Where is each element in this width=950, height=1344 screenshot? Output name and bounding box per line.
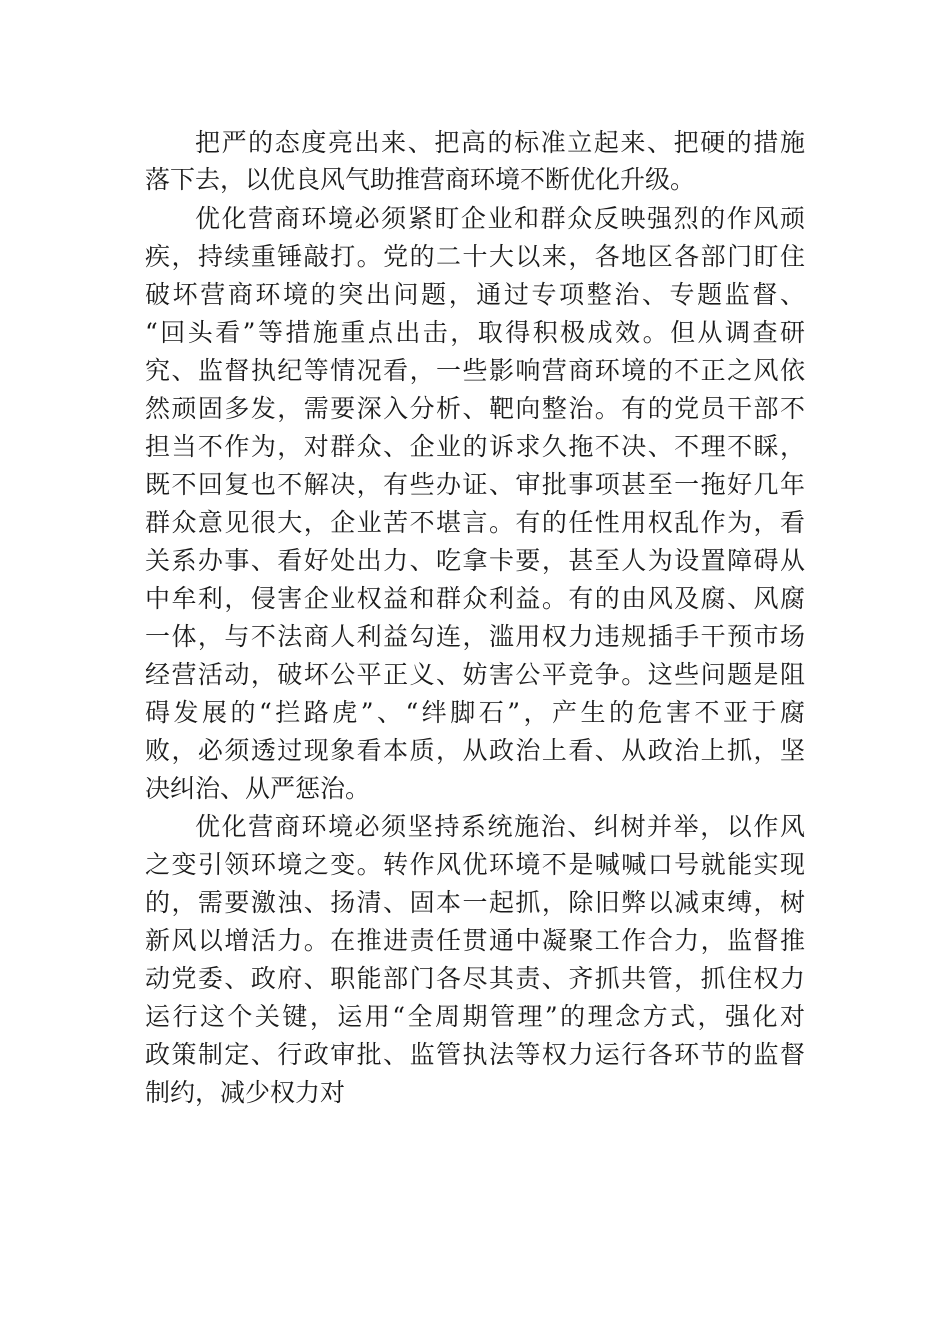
text-line: 群众意见很大，企业苦不堪言。有的任性用权乱作为，看 [145,508,805,537]
text-line: 制约，减少权力对 [145,1078,346,1107]
text-line: 把严的态度亮出来、把高的标准立起来、把硬的措施 [195,128,805,157]
text-line: “回头看”等措施重点出击，取得积极成效。但从调查研 [145,318,805,347]
text-line: 破坏营商环境的突出问题，通过专项整治、专题监督、 [145,280,805,309]
text-line: 然顽固多发，需要深入分析、靶向整治。有的党员干部不 [145,394,805,423]
text-line: 碍发展的“拦路虎”、“绊脚石”，产生的危害不亚于腐 [145,698,805,727]
text-line: 动党委、政府、职能部门各尽其责、齐抓共管，抓住权力 [145,964,805,993]
text-line: 落下去，以优良风气助推营商环境不断优化升级。 [145,165,696,194]
text-line: 决纠治、从严惩治。 [145,774,371,803]
text-line: 败，必须透过现象看本质，从政治上看、从政治上抓，坚 [145,736,805,765]
text-line: 经营活动，破坏公平正义、妨害公平竞争。这些问题是阻 [145,660,805,689]
text-line: 优化营商环境必须紧盯企业和群众反映强烈的作风顽 [195,204,805,233]
text-line: 中牟利，侵害企业权益和群众利益。有的由风及腐、风腐 [145,584,805,613]
text-line: 疾，持续重锤敲打。党的二十大以来，各地区各部门盯住 [145,242,805,271]
text-line: 运行这个关键，运用“全周期管理”的理念方式，强化对 [145,1002,805,1031]
text-line: 优化营商环境必须坚持系统施治、纠树并举，以作风 [195,812,805,841]
text-line: 究、监督执纪等情况看，一些影响营商环境的不正之风依 [145,356,805,385]
text-line: 一体，与不法商人利益勾连，滥用权力违规插手干预市场 [145,622,805,651]
text-line: 既不回复也不解决，有些办证、审批事项甚至一拖好几年 [145,470,805,499]
text-line: 的，需要激浊、扬清、固本一起抓，除旧弊以减束缚，树 [145,888,805,917]
text-line: 之变引领环境之变。转作风优环境不是喊喊口号就能实现 [145,850,805,879]
text-line: 担当不作为，对群众、企业的诉求久拖不决、不理不睬， [145,432,805,461]
text-line: 关系办事、看好处出力、吃拿卡要，甚至人为设置障碍从 [145,546,805,575]
text-line: 新风以增活力。在推进责任贯通中凝聚工作合力，监督推 [145,926,805,955]
text-line: 政策制定、行政审批、监管执法等权力运行各环节的监督 [145,1040,805,1069]
